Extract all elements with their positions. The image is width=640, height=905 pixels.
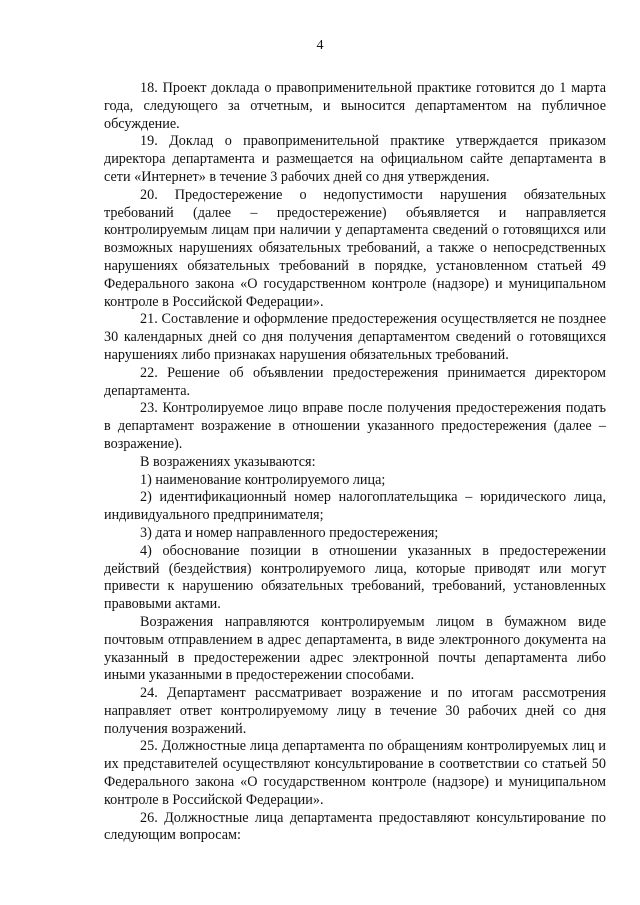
paragraph-18: 18. Проект доклада о правоприменительной практике готовится до 1 марта года, следующего за отчетным, и выносится департаментом на публичное обсуждение. — [104, 80, 606, 132]
paragraph-20: 20. Предостережение о недопустимости нарушения обязательных требований (далее – предостережение) объявляется и направляется контролируемым лицам при наличии у департамента сведений о готовящихся или возможных нарушениях обязательных требований, а также о непосредственных нарушениях обязательных требований в порядке, установленном статьей 49 Федерального закона «О государственном контроле (надзоре) и муниципальном контроле в Российской Федерации». — [104, 186, 606, 310]
paragraph-26: 26. Должностные лица департамента предоставляют консультирование по следующим вопросам: — [104, 809, 606, 844]
objection-item-2: 2) идентификационный номер налогоплательщика – юридического лица, индивидуального предпринимателя; — [104, 489, 606, 524]
objection-item-3: 3) дата и номер направленного предостережения; — [140, 524, 439, 541]
objections-delivery: Возражения направляются контролируемым лицом в бумажном виде почтовым отправлением в адрес департамента, в виде электронного документа на указанный в предостережении адрес электронной почты департамента либо иными указанными в предостережении способами. — [104, 613, 606, 684]
paragraph-22: 22. Решение об объявлении предостережения принимается директором департамента. — [104, 364, 606, 399]
document-body — [104, 80, 606, 845]
paragraph-23: 23. Контролируемое лицо вправе после получения предостережения подать в департамент возражение в отношении указанного предостережения (далее – возражение). — [104, 400, 606, 452]
page-number: 4 — [316, 38, 324, 53]
paragraph-25: 25. Должностные лица департамента по обращениям контролируемых лиц и их представителей осуществляют консультирование в соответствии со статьей 50 Федерального закона «О государственном контроле (надзоре) и муниципальном контроле в Российской Федерации». — [104, 738, 606, 808]
objection-item-1: 1) наименование контролируемого лица; — [140, 471, 386, 488]
paragraph-19: 19. Доклад о правоприменительной практике утверждается приказом директора департамента и размещается на официальном сайте департамента в сети «Интернет» в течение 3 рабочих дней со дня утверждения. — [104, 133, 606, 185]
objections-intro: В возражениях указываются: — [140, 453, 316, 470]
paragraph-24: 24. Департамент рассматривает возражение и по итогам рассмотрения направляет ответ контролируемому лицу в течение 30 рабочих дней со дня получения возражений. — [104, 685, 606, 737]
objection-item-4: 4) обоснование позиции в отношении указанных в предостережении действий (бездействия) контролируемого лица, которые приводят или могут привести к нарушению обязательных требований, требований, установленных правовыми актами. — [104, 542, 606, 613]
paragraph-21: 21. Составление и оформление предостережения осуществляется не позднее 30 календарных дней со дня получения департаментом сведений о готовящихся нарушениях либо признаках нарушения обязательных требований. — [104, 311, 606, 363]
